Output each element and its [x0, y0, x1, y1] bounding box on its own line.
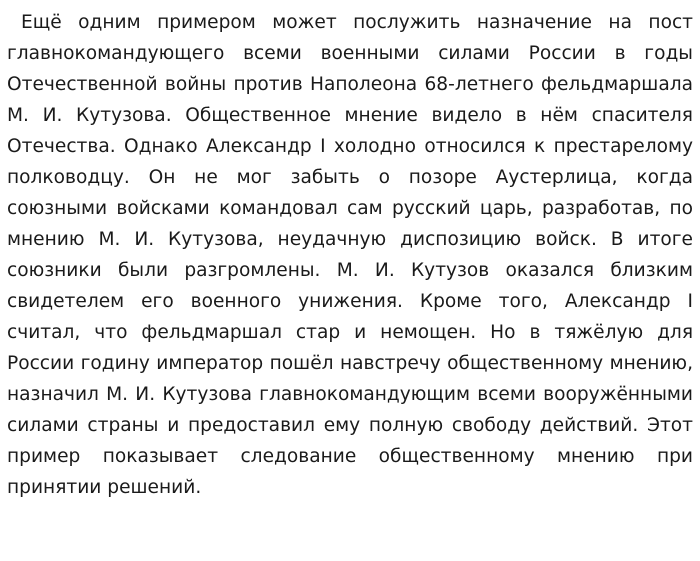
body-paragraph: Ещё одним примером может послужить назначение на пост главнокомандующего всеми военными силами России в годы Отечественной войны против Наполеона 68-летнего фельдмаршала М. И. Кутузова. Общественное мнение видело в нём спасителя Отечества. Однако Александр I холодно относился к престарелому полководцу. Он не мог забыть о позоре Аустерлица, когда союзными войсками командовал сам русский царь, разработав, по мнению М. И. Кутузова, неудачную диспозицию войск. В итоге союзники были разгромлены. М. И. Кутузов оказался близким свидетелем его военного унижения. Кроме того, Александр I считал, что фельдмаршал стар и немощен. Но в тяжёлую для России годину император пошёл навстречу общественному мнению, назначил М. И. Кутузова главнокомандующим всеми вооружёнными силами страны и предоставил ему полную свободу действий. Этот пример показывает следование общественному мнению при принятии решений.	[7, 12, 693, 498]
